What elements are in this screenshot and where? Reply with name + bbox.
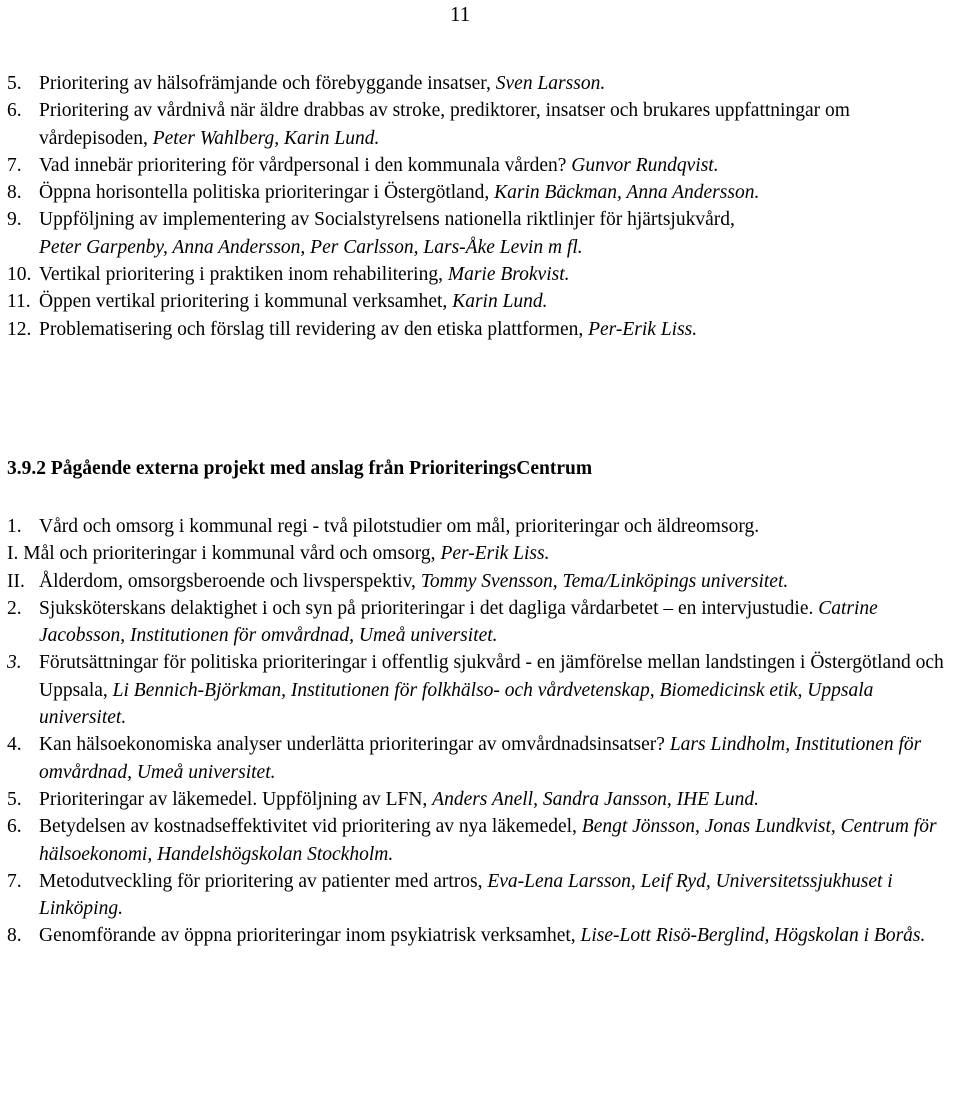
- item-number: 2.: [7, 597, 22, 619]
- item-author: Tommy Svensson, Tema/Linköpings universitet.: [420, 570, 789, 592]
- item-number: 5.: [7, 73, 22, 94]
- item-number: 6.: [7, 816, 22, 838]
- item-title: Metodutveckling för prioritering av patienter med artros,: [39, 870, 483, 892]
- item-author: Peter Garpenby, Anna Andersson, Per Carlsson, Lars-Åke Levin m fl.: [39, 236, 583, 258]
- item-title: Prioritering av hälsofrämjande och förebyggande insatser,: [39, 73, 491, 94]
- list-item: [0, 649, 960, 731]
- item-number: 4.: [7, 734, 22, 756]
- item-author: Lars Lindholm, Institutionen för omvårdnad, Umeå universitet.: [39, 734, 922, 783]
- list-item: [0, 786, 960, 813]
- item-title: Förutsättningar för politiska prioriteringar i offentlig sjukvård - en jämförelse mellan landstingen i Östergötland och Uppsala,: [39, 652, 944, 701]
- item-number: 9.: [7, 209, 22, 231]
- list-item: [0, 179, 960, 206]
- item-author: Eva-Lena Larsson, Leif Ryd, Universitetssjukhuset i Linköping.: [39, 870, 893, 920]
- list-item: [0, 152, 960, 179]
- item-title: Ålderdom, omsorgsberoende och livsperspektiv,: [39, 570, 416, 592]
- item-number: 1.: [7, 516, 22, 537]
- list-item: [0, 316, 960, 343]
- list-item: [0, 206, 960, 261]
- list-item: [0, 868, 960, 923]
- item-number: 11.: [7, 291, 31, 313]
- list-item: [0, 513, 960, 540]
- item-title: Genomförande av öppna prioriteringar inom psykiatrisk verksamhet,: [39, 925, 576, 947]
- item-number: 12.: [7, 318, 32, 340]
- sub-item: [0, 540, 960, 567]
- item-title: Prioriteringar av läkemedel. Uppföljning av LFN,: [39, 788, 428, 810]
- item-title: Öppen vertikal prioritering i kommunal verksamhet,: [39, 291, 448, 313]
- list-item: [0, 813, 960, 868]
- list-item: [0, 595, 960, 650]
- item-number: 3.: [7, 652, 22, 674]
- item-author: Anders Anell, Sandra Jansson, IHE Lund.: [432, 788, 759, 810]
- page-number: 11: [450, 2, 471, 26]
- item-title: Uppföljning av implementering av Socialstyrelsens nationella riktlinjer för hjärtsjukvård,: [39, 209, 735, 231]
- item-title: Vård och omsorg i kommunal regi - två pilotstudier om mål, prioriteringar och äldreomsorg.: [39, 516, 760, 537]
- project-list-external: [0, 513, 960, 950]
- list-item: [0, 288, 960, 315]
- list-item: [0, 261, 960, 288]
- sub-item: [0, 568, 960, 595]
- item-author: Per-Erik Liss.: [588, 318, 698, 340]
- section-heading: 3.9.2 Pågående externa projekt med anslag från PrioriteringsCentrum: [7, 458, 593, 479]
- item-title: Vad innebär prioritering för vårdpersonal i den kommunala vården?: [39, 154, 567, 176]
- item-author: Karin Lund.: [452, 291, 548, 313]
- list-item: [0, 731, 960, 786]
- item-title: Problematisering och förslag till revidering av den etiska plattformen,: [39, 318, 584, 340]
- list-item: [0, 97, 960, 152]
- list-item: [0, 922, 960, 949]
- sub-item-number: I.: [7, 543, 19, 565]
- item-number: 10.: [7, 264, 32, 286]
- item-author: Peter Wahlberg, Karin Lund.: [152, 127, 380, 149]
- list-item: [0, 70, 960, 97]
- item-title: Öppna horisontella politiska prioriteringar i Östergötland,: [39, 182, 490, 204]
- item-author: Gunvor Rundqvist.: [571, 154, 719, 176]
- item-number: 5.: [7, 788, 22, 810]
- item-author: Karin Bäckman, Anna Andersson.: [494, 182, 760, 204]
- item-number: 8.: [7, 925, 22, 947]
- item-title: Kan hälsoekonomiska analyser underlätta prioriteringar av omvårdnadsinsatser?: [39, 734, 665, 756]
- item-title: Betydelsen av kostnadseffektivitet vid prioritering av nya läkemedel,: [39, 816, 577, 838]
- item-title: Prioritering av vårdnivå när äldre drabbas av stroke, prediktorer, insatser och brukares uppfattningar om vårdepisoden,: [39, 100, 850, 149]
- item-number: 7.: [7, 154, 22, 176]
- sub-item-number: II.: [7, 570, 25, 592]
- item-author: Marie Brokvist.: [447, 264, 570, 286]
- item-title: Sjuksköterskans delaktighet i och syn på prioriteringar i det dagliga vårdarbetet – en intervjustudie.: [39, 597, 814, 619]
- item-title: Vertikal prioritering i praktiken inom rehabilitering,: [39, 264, 443, 286]
- item-number: 6.: [7, 100, 22, 122]
- item-author: Catrine Jacobsson, Institutionen för omvårdnad, Umeå universitet.: [39, 597, 878, 647]
- item-author: Per-Erik Liss.: [440, 543, 550, 565]
- item-title: Mål och prioriteringar i kommunal vård och omsorg,: [23, 543, 436, 565]
- item-author: Bengt Jönsson, Jonas Lundkvist, Centrum för hälsoekonomi, Handelshögskolan Stockholm.: [39, 816, 937, 865]
- item-author: Li Bennich-Björkman, Institutionen för folkhälso- och vårdvetenskap, Biomedicinsk etik, Uppsala universitet.: [39, 679, 874, 729]
- project-list-internal: [0, 70, 960, 343]
- item-number: 8.: [7, 182, 22, 204]
- item-author: Lise-Lott Risö-Berglind, Högskolan i Borås.: [580, 925, 926, 947]
- item-number: 7.: [7, 870, 22, 892]
- item-author: Sven Larsson.: [495, 73, 606, 94]
